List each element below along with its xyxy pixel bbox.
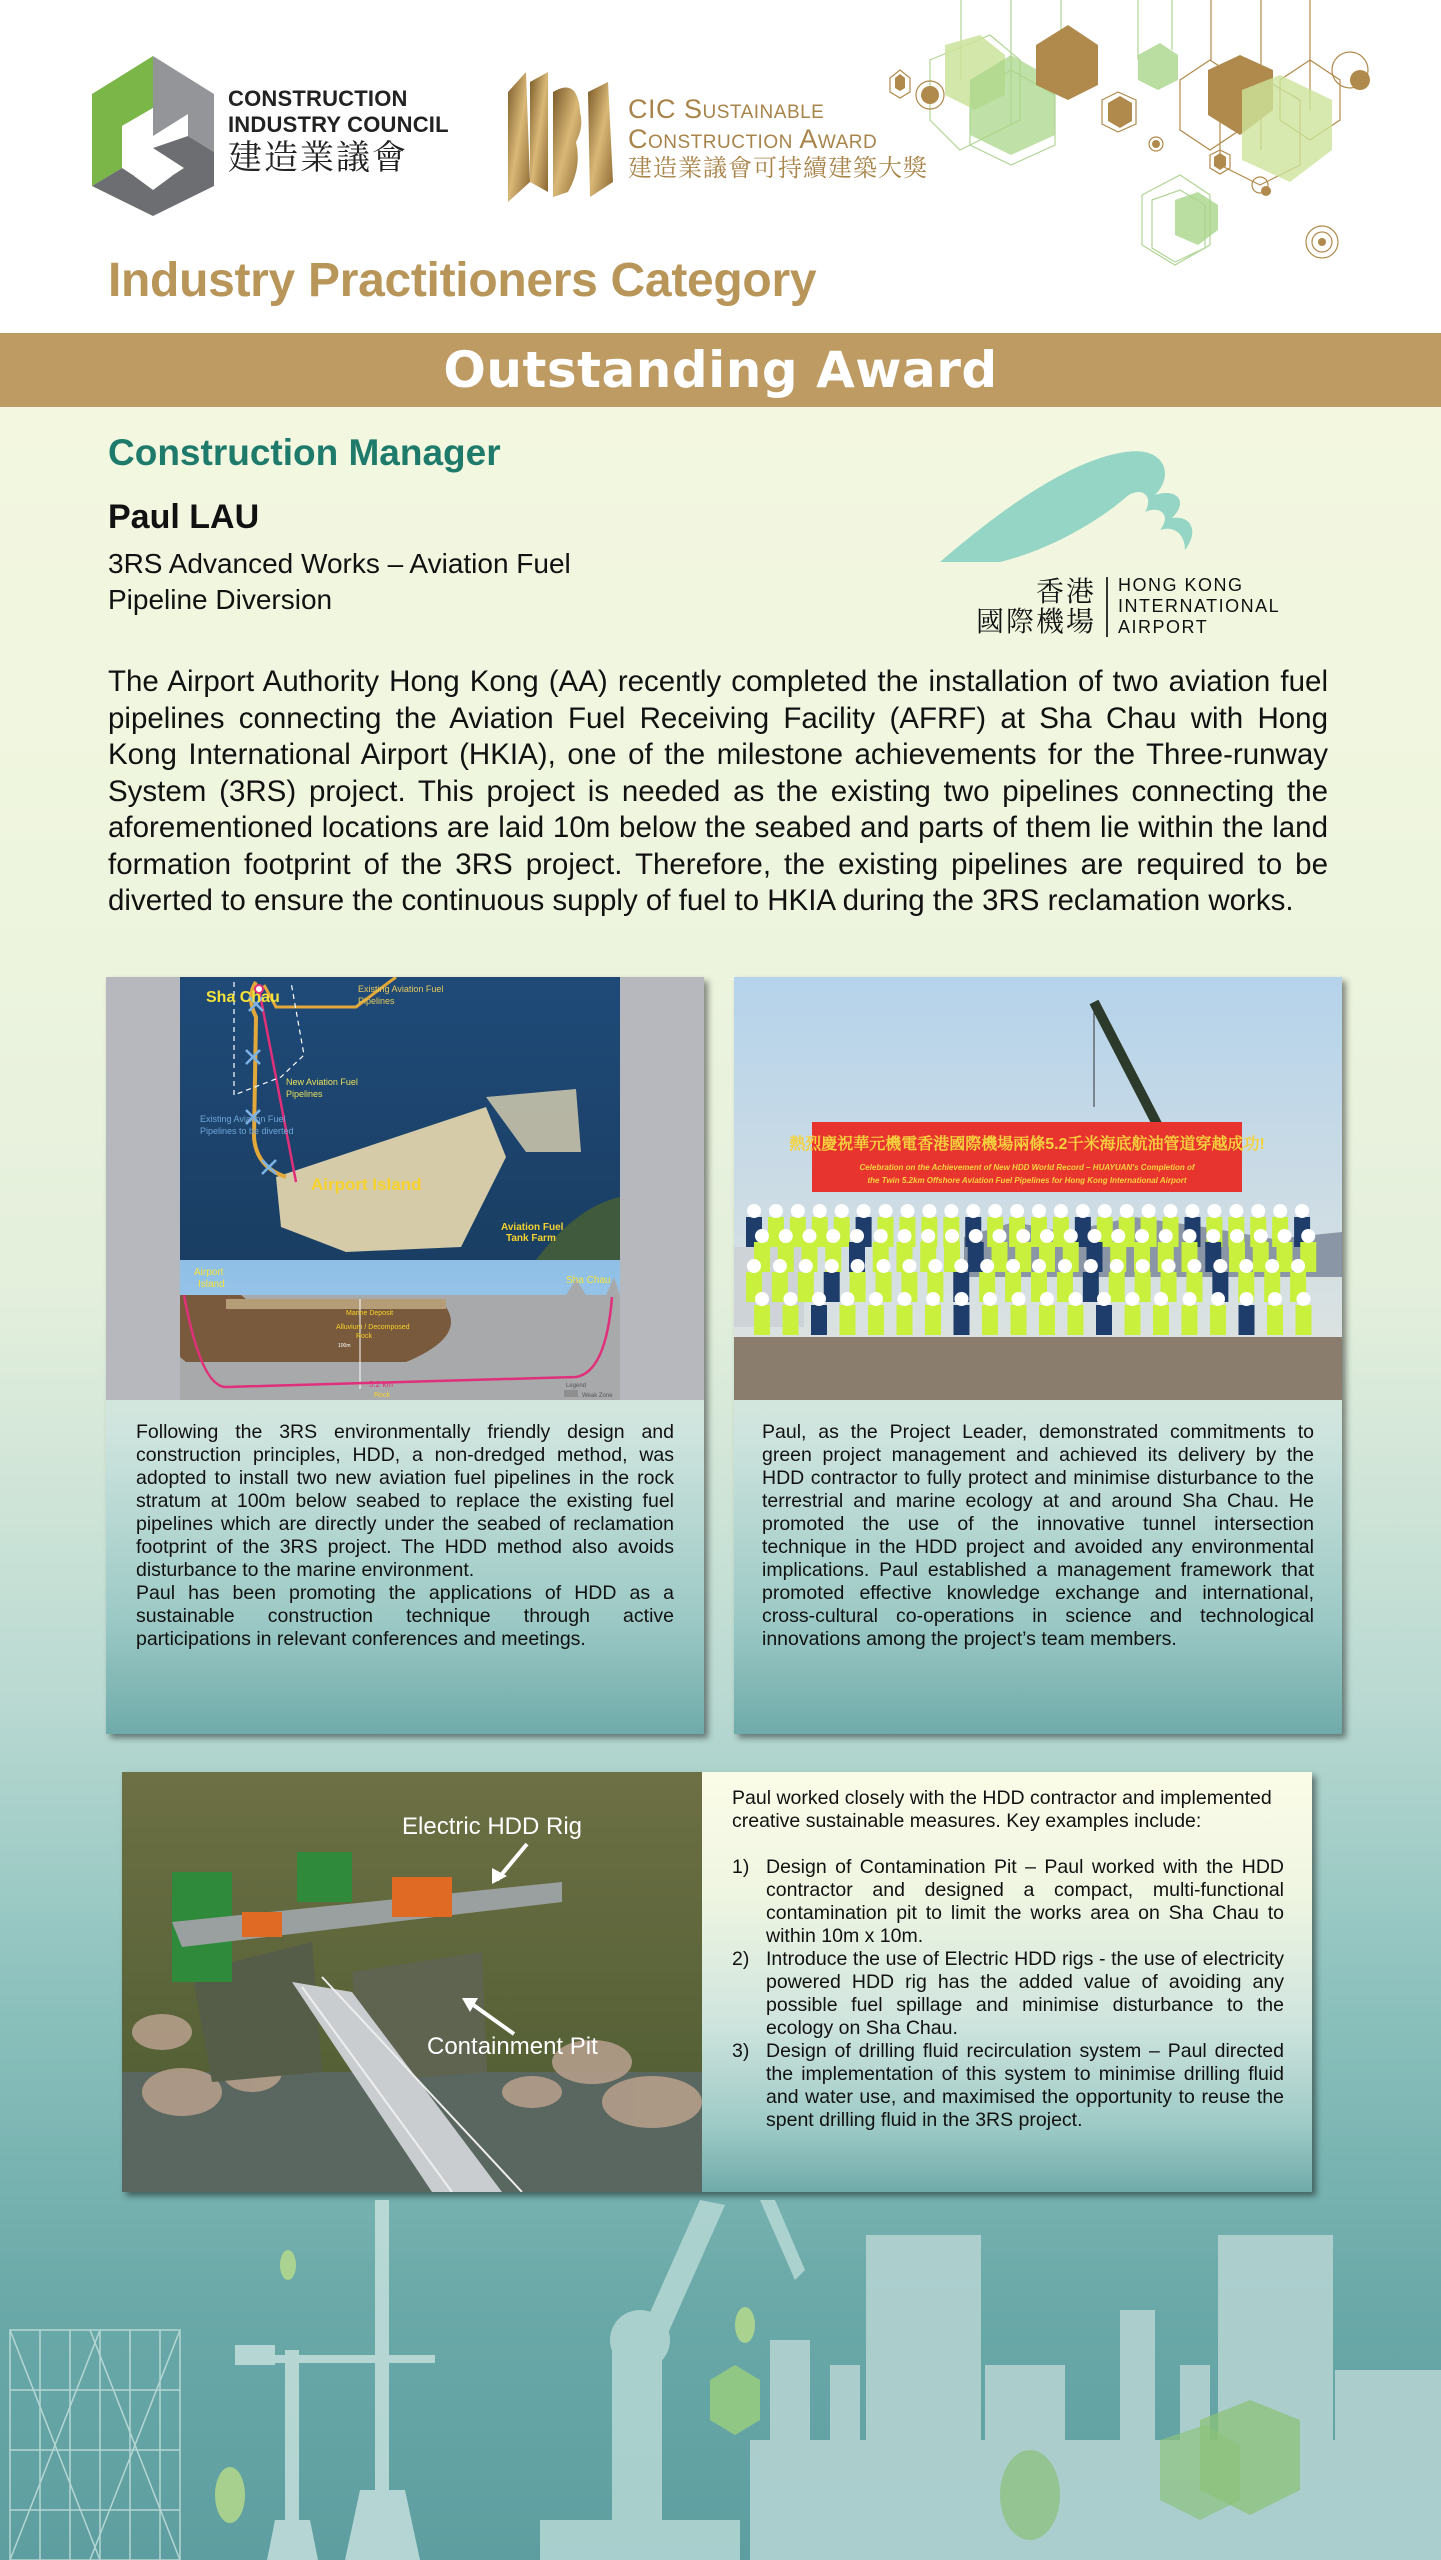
team-member <box>811 1305 827 1335</box>
hard-hat <box>747 1204 761 1218</box>
hard-hat <box>1187 1259 1201 1273</box>
hard-hat <box>954 1259 968 1273</box>
hard-hat <box>1032 1259 1046 1273</box>
hard-hat <box>1111 1229 1125 1243</box>
hard-hat <box>826 1229 840 1243</box>
card-paragraph: Following the 3RS environmentally friendly design and construction principles, HDD, a non-dredged method, was adopted to install two new aviation fuel pipelines in the rock stratum at 100m below seabed to replace the existing fuel pipelines which are directly under the seabed of reclamation footprint of the 3RS project. The HDD method also avoids disturbance to the marine environment. <box>136 1421 674 1581</box>
hard-hat <box>944 1204 958 1218</box>
hard-hat <box>1207 1204 1221 1218</box>
hkia-name-en <box>1108 575 1280 638</box>
team-member <box>1296 1305 1312 1335</box>
team-photo-figure <box>734 977 1342 1400</box>
winner-role: Construction Manager <box>108 432 501 473</box>
map-label-diverted-l2: Pipelines to be diverted <box>200 1126 294 1136</box>
hkia-name-en-line2: INTERNATIONAL <box>1118 596 1281 616</box>
hard-hat <box>1251 1204 1265 1218</box>
hard-hat <box>988 1204 1002 1218</box>
hkia-name-zh-line2: 國際機場 <box>976 605 1097 637</box>
map-label-new-l2: Pipelines <box>286 1089 323 1099</box>
hard-hat <box>898 1292 912 1306</box>
team-member <box>1182 1305 1198 1335</box>
hard-hat <box>1040 1292 1054 1306</box>
map-label-sha-chau: Sha Chau <box>206 989 280 1006</box>
team-member <box>1109 1272 1125 1302</box>
award-title: Outstanding Award <box>443 341 998 399</box>
team-member <box>1239 1305 1255 1335</box>
hdd-rig-figure <box>122 1772 702 2192</box>
hard-hat <box>791 1204 805 1218</box>
hard-hat <box>841 1292 855 1306</box>
measures-intro: Paul worked closely with the HDD contractor and implemented creative sustainable measures. Key examples include: <box>732 1787 1272 1832</box>
hard-hat <box>1126 1292 1140 1306</box>
project-title-line2: Pipeline Diversion <box>108 584 333 615</box>
hard-hat <box>1254 1229 1268 1243</box>
hkia-logo-mark <box>940 450 1220 575</box>
hard-hat <box>769 1204 783 1218</box>
hard-hat <box>1064 1229 1078 1243</box>
team-member <box>1153 1305 1169 1335</box>
list-number: 1) <box>732 1856 750 1878</box>
list-number: 2) <box>732 1948 750 1970</box>
team-member <box>1210 1305 1226 1335</box>
map-label-tank-farm-l1: Aviation Fuel <box>501 1222 564 1233</box>
map-label-diverted-l1: Existing Aviation Fuel <box>200 1114 286 1124</box>
hard-hat <box>1088 1229 1102 1243</box>
hard-hat <box>813 1204 827 1218</box>
hard-hat <box>799 1259 813 1273</box>
list-text: Design of Contamination Pit – Paul worked with the HDD contractor and designed a compact, multi-functional contamination pit to limit the works area on Sha Chau to within 10m x 10m. <box>766 1856 1284 1947</box>
hard-hat <box>869 1292 883 1306</box>
electric-hdd-rig <box>392 1877 452 1917</box>
hard-hat <box>1185 1204 1199 1218</box>
hkia-name-zh-line1: 香港 <box>1036 575 1097 607</box>
team-member <box>840 1305 856 1335</box>
hard-hat <box>1213 1259 1227 1273</box>
map-label-existing-l1: Existing Aviation Fuel <box>358 984 444 994</box>
team-member <box>754 1305 770 1335</box>
hard-hat <box>1278 1229 1292 1243</box>
intro-paragraph: The Airport Authority Hong Kong (AA) recently completed the installation of two aviation fuel pipelines connecting the Aviation Fuel Receiving Facility (AFRF) at Sha Chau with Hong Kong International Airport (HKIA), one of the milestone achievements for the Three-runway System (3RS) project. This project is needed as the existing two pipelines connecting the aforementioned locations are laid 10m below the seabed and parts of them lie within the land formation footprint of the 3RS project. Therefore, the existing pipelines are required to be diverted to ensure the continuous supply of fuel to HKIA during the 3RS reclamation works. <box>108 665 1328 917</box>
list-text: Introduce the use of Electric HDD rigs - the use of electricity powered HDD rig has the added value of avoiding any possible fuel spillage and minimise disturbance to the ecology on Sha Chau. <box>766 1948 1284 2039</box>
section-label-airport-l2: Island <box>198 1279 225 1290</box>
project-title <box>108 546 668 618</box>
section-label-depth: 100m <box>338 1343 351 1349</box>
banner-text-en-l2: the Twin 5.2km Offshore Aviation Fuel Pipelines for Hong Kong International Airport <box>867 1176 1187 1185</box>
hard-hat <box>922 1204 936 1218</box>
list-text: Design of drilling fluid recirculation system – Paul directed the implementation of this system to minimise drilling fluid and water use, and maximised the opportunity to reuse the spent drilling fluid in the 3RS project. <box>766 2040 1284 2131</box>
hard-hat <box>874 1229 888 1243</box>
project-title-line1: 3RS Advanced Works – Aviation Fuel <box>108 548 571 579</box>
pipeline-route-map-image <box>106 977 704 1400</box>
banner-text-en-l1: Celebration on the Achievement of New HDD World Record – HUAYUAN's Completion of <box>859 1163 1195 1172</box>
map-label-tank-farm-l2: Tank Farm <box>506 1233 556 1244</box>
hard-hat <box>825 1259 839 1273</box>
hard-hat <box>1069 1292 1083 1306</box>
hard-hat <box>877 1259 891 1273</box>
team-member <box>1267 1305 1283 1335</box>
banner-text-zh: 熱烈慶祝華元機電香港國際機場兩條5.2千米海底航油管道穿越成功! <box>789 1136 1265 1153</box>
hard-hat <box>1297 1292 1311 1306</box>
construction-skyline-decoration <box>0 2190 1441 2560</box>
hdd-rig-site-photo <box>122 1772 702 2192</box>
pipeline-map-figure <box>106 977 704 1400</box>
hard-hat <box>1006 1259 1020 1273</box>
hard-hat <box>1076 1204 1090 1218</box>
team-member <box>1096 1305 1112 1335</box>
hard-hat <box>803 1229 817 1243</box>
hard-hat <box>1183 1229 1197 1243</box>
team-member <box>897 1305 913 1335</box>
team-celebration-photo <box>734 977 1342 1400</box>
map-label-existing-l2: Pipelines <box>358 996 395 1006</box>
hard-hat <box>1230 1229 1244 1243</box>
hard-hat <box>1136 1259 1150 1273</box>
hard-hat <box>779 1229 793 1243</box>
hard-hat <box>993 1229 1007 1243</box>
hard-hat <box>1058 1259 1072 1273</box>
hard-hat <box>1159 1229 1173 1243</box>
hard-hat <box>1265 1259 1279 1273</box>
hard-hat <box>755 1292 769 1306</box>
hard-hat <box>1120 1204 1134 1218</box>
section-label-length: 5.2 km <box>369 1380 394 1389</box>
hard-hat <box>1154 1292 1168 1306</box>
hard-hat <box>1162 1259 1176 1273</box>
hard-hat <box>1142 1204 1156 1218</box>
hard-hat <box>928 1259 942 1273</box>
category-title: Industry Practitioners Category <box>108 254 817 307</box>
hard-hat <box>1229 1204 1243 1218</box>
hkia-name-zh <box>976 577 1108 637</box>
cic-logo-text <box>228 86 449 178</box>
map-label-airport-island: Airport Island <box>311 1175 422 1194</box>
legend-weak-zone: Weak Zone <box>582 1393 613 1399</box>
hard-hat <box>812 1292 826 1306</box>
hard-hat <box>955 1292 969 1306</box>
hard-hat <box>747 1259 761 1273</box>
team-member <box>982 1305 998 1335</box>
team-member <box>783 1305 799 1335</box>
measure-list-item <box>732 1948 1284 2040</box>
hard-hat <box>835 1204 849 1218</box>
hard-hat <box>1240 1292 1254 1306</box>
hard-hat <box>850 1229 864 1243</box>
hkia-name-en-line1: HONG KONG <box>1118 575 1244 595</box>
hard-hat <box>1206 1229 1220 1243</box>
hard-hat <box>1164 1204 1178 1218</box>
hard-hat <box>1273 1204 1287 1218</box>
hard-hat <box>1268 1292 1282 1306</box>
label-electric-hdd-rig: Electric HDD Rig <box>402 1813 583 1840</box>
card-project-leader-text <box>762 1421 1314 1651</box>
hard-hat <box>1032 1204 1046 1218</box>
hard-hat <box>900 1204 914 1218</box>
award-banner <box>0 333 1441 407</box>
team-member <box>1011 1305 1027 1335</box>
hard-hat <box>969 1229 983 1243</box>
hard-hat <box>921 1229 935 1243</box>
list-number: 3) <box>732 2040 750 2062</box>
hard-hat <box>1291 1259 1305 1273</box>
section-label-alluvium-l1: Alluvium / Decomposed <box>336 1324 410 1331</box>
team-member <box>1125 1305 1141 1335</box>
team-member <box>1068 1305 1084 1335</box>
hkia-name-en-line3: AIRPORT <box>1118 617 1209 637</box>
measure-list-item <box>732 2040 1284 2132</box>
hard-hat <box>773 1259 787 1273</box>
cic-name-en-line1: CONSTRUCTION <box>228 86 408 111</box>
hard-hat <box>980 1259 994 1273</box>
hard-hat <box>898 1229 912 1243</box>
hard-hat <box>1040 1229 1054 1243</box>
cic-logo-mark <box>92 56 214 216</box>
team-member <box>1039 1305 1055 1335</box>
hexagon-decoration <box>880 0 1441 280</box>
section-label-sha-chau: Sha Chau <box>566 1275 611 1286</box>
team-member <box>1083 1272 1099 1302</box>
cic-name-en-line2: INDUSTRY COUNCIL <box>228 112 449 137</box>
hard-hat <box>1084 1259 1098 1273</box>
team-member <box>868 1305 884 1335</box>
hard-hat <box>1010 1204 1024 1218</box>
hard-hat <box>1135 1229 1149 1243</box>
hard-hat <box>1183 1292 1197 1306</box>
hard-hat <box>945 1229 959 1243</box>
legend-title: Legend <box>566 1383 587 1389</box>
team-member <box>925 1305 941 1335</box>
hard-hat <box>1239 1259 1253 1273</box>
section-label-rock: Rock <box>374 1392 390 1399</box>
hard-hat <box>755 1229 769 1243</box>
hard-hat <box>1211 1292 1225 1306</box>
card-paragraph: Paul, as the Project Leader, demonstrated commitments to green project management and achieved its delivery by the HDD contractor to fully protect and minimise disturbance to the terrestrial and marine ecology at and around Sha Chau. He promoted the use of the innovative tunnel intersection technique in the HDD project and avoided any environmental implications. Paul established a management framework that promoted effective knowledge exchange and international, cross-cultural co-operations in science and technological innovations among the project’s team members. <box>762 1421 1314 1650</box>
hkia-logo-text <box>976 575 1280 638</box>
measure-list-item <box>732 1856 1284 1948</box>
award-name-line2: Construction Award <box>628 124 878 154</box>
hard-hat <box>1012 1292 1026 1306</box>
hard-hat <box>1098 1204 1112 1218</box>
hard-hat <box>784 1292 798 1306</box>
hard-hat <box>1054 1204 1068 1218</box>
winner-name: Paul LAU <box>108 498 260 536</box>
hard-hat <box>983 1292 997 1306</box>
card-sustainable-measures-text <box>732 1787 1284 2132</box>
hard-hat <box>1301 1229 1315 1243</box>
section-label-alluvium-l2: Rock <box>356 1333 372 1340</box>
hard-hat <box>1097 1292 1111 1306</box>
section-label-marine-deposit: Marine Deposit <box>346 1310 394 1317</box>
hard-hat <box>1295 1204 1309 1218</box>
team-member <box>824 1272 840 1302</box>
award-logo-mark <box>508 72 618 202</box>
hard-hat <box>926 1292 940 1306</box>
hard-hat <box>879 1204 893 1218</box>
cic-name-zh: 建造業議會 <box>228 139 408 177</box>
map-label-new-l1: New Aviation Fuel <box>286 1077 358 1087</box>
hard-hat <box>851 1259 865 1273</box>
team-member <box>954 1305 970 1335</box>
hard-hat <box>966 1204 980 1218</box>
card-hdd-method-text <box>136 1421 674 1651</box>
hard-hat <box>857 1204 871 1218</box>
award-name-line1: CIC Sustainable <box>628 94 825 124</box>
team-member <box>798 1272 814 1302</box>
city-buildings-icon <box>750 2235 1441 2560</box>
section-label-airport-l1: Airport <box>194 1267 224 1278</box>
tower-crane-icon <box>235 2200 435 2560</box>
label-containment-pit: Containment Pit <box>427 2033 598 2060</box>
scaffolding-icon <box>10 2330 180 2560</box>
hard-hat <box>902 1259 916 1273</box>
hard-hat <box>1110 1259 1124 1273</box>
card-paragraph: Paul has been promoting the applications of HDD as a sustainable construction technique through active participations in relevant conferences and meetings. <box>136 1582 674 1650</box>
award-name-zh: 建造業議會可持續建築大獎 <box>628 155 928 182</box>
hard-hat <box>1016 1229 1030 1243</box>
